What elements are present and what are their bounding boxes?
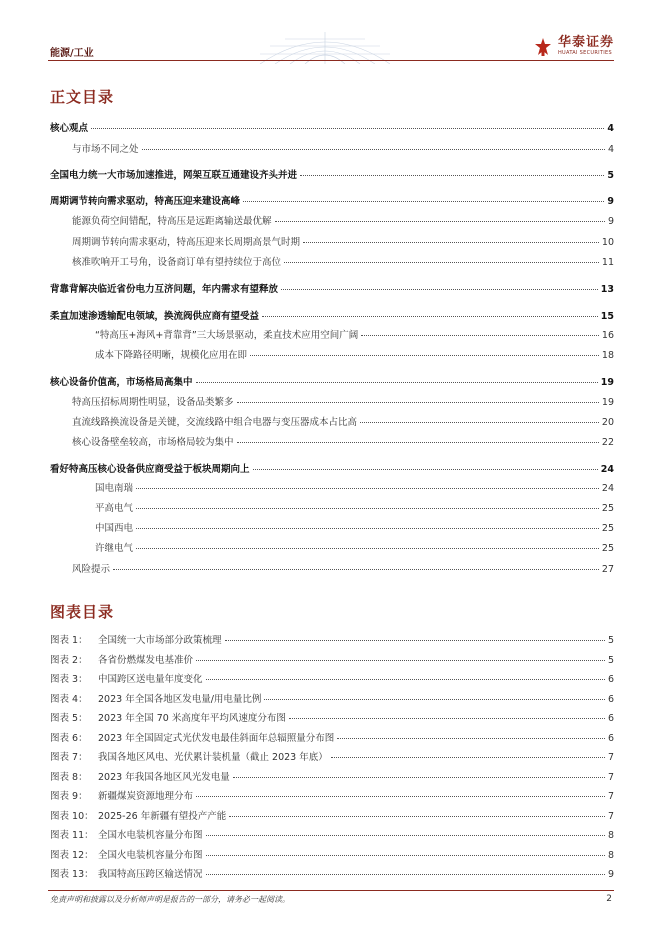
leader-dots: [136, 488, 599, 489]
figure-entry[interactable]: [50, 732, 614, 745]
figure-page: 6: [607, 693, 614, 705]
leader-dots: [331, 757, 605, 758]
figure-title: 2023 年全国各地区发电量/用电量比例: [98, 693, 262, 705]
leader-dots: [361, 335, 599, 336]
figure-page: 5: [607, 654, 614, 666]
toc-entry-text: 核心观点: [50, 123, 89, 134]
toc-entry-page: 9: [607, 196, 614, 207]
figures-title: 图表目录: [50, 603, 115, 621]
toc-entry[interactable]: [72, 563, 614, 576]
toc-entry[interactable]: [50, 169, 614, 182]
leader-dots: [206, 835, 605, 836]
huatai-logo-icon: [533, 37, 553, 57]
figure-title: 新疆煤炭资源地理分布: [98, 791, 194, 802]
toc-entry[interactable]: [50, 376, 614, 389]
figure-title: 全国水电装机容量分布图: [98, 830, 203, 841]
toc-entry-page: 5: [607, 170, 614, 181]
leader-dots: [284, 262, 599, 263]
leader-dots: [136, 508, 599, 509]
figure-page: 9: [607, 869, 614, 880]
figure-page: 6: [607, 713, 614, 724]
toc-entry-page: 16: [601, 330, 614, 341]
toc-title: 正文目录: [50, 88, 115, 106]
toc-entry[interactable]: [50, 463, 614, 476]
figure-number: 图表 7：: [50, 752, 88, 763]
toc-entry-page: 19: [600, 377, 614, 388]
toc-entry-page: 13: [600, 284, 614, 295]
figure-number: 图表 2：: [50, 654, 88, 666]
leader-dots: [303, 242, 599, 243]
leader-dots: [337, 738, 605, 739]
toc-entry[interactable]: [95, 329, 614, 342]
figure-entry[interactable]: [50, 751, 614, 764]
figure-title: 我国特高压跨区输送情况: [98, 869, 203, 880]
leader-dots: [136, 528, 599, 529]
figure-page: 7: [607, 810, 614, 822]
toc-entry-text: 中国西电: [95, 523, 134, 534]
figure-title: 全国统一大市场部分政策梳理: [98, 635, 222, 646]
figure-page: 7: [607, 791, 614, 802]
figure-entry[interactable]: [50, 693, 614, 706]
footer-disclaimer: 免责声明和披露以及分析师声明是报告的一部分，请务必一起阅读。: [50, 895, 290, 904]
page-number: 2: [606, 894, 612, 904]
logo-english-name: HUATAI SECURITIES: [557, 50, 612, 56]
toc-entry[interactable]: [72, 396, 614, 409]
leader-dots: [196, 796, 605, 797]
figure-title: 2025-26 年新疆有望投产产能: [98, 810, 227, 822]
figure-entry[interactable]: [50, 654, 614, 667]
toc-entry[interactable]: [50, 283, 614, 296]
figure-entry[interactable]: [50, 790, 614, 803]
toc-entry[interactable]: [72, 256, 614, 269]
figure-title: 2023 年全国固定式光伏发电最佳斜面年总辐照量分布图: [98, 732, 335, 744]
leader-dots: [275, 221, 605, 222]
figure-number: 图表 6：: [50, 732, 88, 744]
leader-dots: [206, 874, 605, 875]
toc-entry-page: 4: [607, 123, 614, 134]
toc-entry-text: 核心设备价值高，市场格局高集中: [50, 377, 193, 388]
figure-number: 图表 1：: [50, 635, 88, 646]
figure-title: 2023 年我国各地区风光发电量: [98, 771, 230, 783]
toc-entry-text: 风险提示: [72, 564, 111, 575]
figure-page: 8: [607, 830, 614, 841]
company-logo: [533, 36, 614, 57]
toc-entry[interactable]: [50, 195, 614, 208]
toc-entry[interactable]: [72, 143, 614, 156]
leader-dots: [253, 469, 598, 470]
figure-page: 6: [607, 732, 614, 744]
toc-entry[interactable]: [72, 416, 614, 429]
leader-dots: [237, 402, 599, 403]
leader-dots: [91, 128, 604, 129]
leader-dots: [136, 548, 599, 549]
figure-title: 各省份燃煤发电基准价: [98, 654, 194, 666]
leader-dots: [206, 855, 605, 856]
figure-title: 我国各地区风电、光伏累计装机量（截止 2023 年底）: [98, 752, 328, 763]
toc-entry[interactable]: [95, 482, 614, 495]
toc-entry[interactable]: [72, 236, 614, 249]
figure-number: 图表 5：: [50, 713, 88, 724]
toc-entry-page: 24: [600, 464, 614, 475]
toc-entry-text: 许继电气: [95, 543, 134, 554]
leader-dots: [225, 640, 605, 641]
leader-dots: [206, 679, 605, 680]
leader-dots: [196, 382, 598, 383]
toc-entry-page: 25: [601, 543, 614, 554]
toc-entry-text: 国电南瑞: [95, 483, 134, 494]
logo-chinese-name: 华泰证券: [557, 35, 614, 50]
leader-dots: [113, 569, 599, 570]
header-divider: [48, 60, 614, 61]
figure-entry[interactable]: [50, 849, 614, 862]
figure-title: 中国跨区送电量年度变化: [98, 674, 203, 685]
figure-number: 图表 3：: [50, 674, 88, 685]
footer-divider: [48, 890, 614, 891]
figure-number: 图表 12：: [50, 849, 94, 861]
figure-number: 图表 9：: [50, 791, 88, 802]
toc-entry-text: 核心设备壁垒较高，市场格局较为集中: [72, 437, 234, 448]
toc-entry[interactable]: [95, 502, 614, 515]
figure-entry[interactable]: [50, 712, 614, 725]
toc-entry-text: 看好特高压核心设备供应商受益于板块周期向上: [50, 464, 250, 475]
figure-page: 7: [607, 752, 614, 763]
toc-entry-page: 22: [601, 437, 614, 448]
leader-dots: [360, 422, 599, 423]
toc-entry-page: 25: [601, 503, 614, 514]
toc-entry-text: 平高电气: [95, 503, 134, 514]
toc-entry[interactable]: [72, 215, 614, 228]
toc-entry-page: 15: [600, 311, 614, 322]
toc-entry-text: 柔直加速渗透输配电领域，换流阀供应商有望受益: [50, 311, 260, 322]
toc-entry-page: 20: [601, 417, 614, 428]
toc-entry-text: 背靠背解决临近省份电力互济问题，年内需求有望释放: [50, 284, 279, 295]
figure-entry[interactable]: [50, 673, 614, 686]
figure-page: 5: [607, 635, 614, 646]
toc-entry[interactable]: [50, 122, 614, 135]
figure-number: 图表 10：: [50, 810, 94, 822]
leader-dots: [262, 316, 598, 317]
toc-entry[interactable]: [95, 522, 614, 535]
toc-entry-page: 25: [601, 523, 614, 534]
figure-page: 8: [607, 849, 614, 861]
toc-entry-text: 能源负荷空间错配，特高压是远距离输送最优解: [72, 216, 272, 227]
globe-decoration-icon: [250, 30, 400, 64]
toc-entry-page: 19: [601, 397, 614, 408]
figure-entry[interactable]: [50, 810, 614, 823]
figure-page: 7: [607, 771, 614, 783]
leader-dots: [289, 718, 605, 719]
toc-entry[interactable]: [95, 349, 614, 362]
leader-dots: [264, 699, 605, 700]
figure-number: 图表 13：: [50, 869, 94, 880]
figure-entry[interactable]: [50, 771, 614, 784]
figure-entry[interactable]: [50, 634, 614, 647]
figure-title: 全国火电装机容量分布图: [98, 849, 203, 861]
toc-entry-text: 特高压招标周期性明显，设备品类繁多: [72, 397, 234, 408]
leader-dots: [281, 289, 598, 290]
toc-entry-page: 4: [607, 144, 614, 155]
toc-entry-page: 27: [601, 564, 614, 575]
toc-entry-page: 9: [607, 216, 614, 227]
leader-dots: [196, 660, 605, 661]
toc-entry-page: 10: [601, 237, 614, 248]
leader-dots: [250, 355, 599, 356]
toc-entry-page: 11: [601, 257, 614, 268]
toc-entry-text: 周期调节转向需求驱动，特高压迎来长周期高景气时期: [72, 237, 301, 248]
leader-dots: [229, 816, 605, 817]
toc-entry[interactable]: [50, 310, 614, 323]
toc-entry-text: 与市场不同之处: [72, 144, 139, 155]
figure-number: 图表 8：: [50, 771, 88, 783]
toc-entry-text: 全国电力统一大市场加速推进，网架互联互通建设齐头并进: [50, 170, 298, 181]
header-category: 能源/工业: [50, 48, 94, 59]
toc-entry-text: “特高压+海风+背靠背”三大场景驱动，柔直技术应用空间广阔: [95, 330, 359, 341]
leader-dots: [300, 175, 604, 176]
figure-page: 6: [607, 674, 614, 685]
toc-entry-text: 成本下降路径明晰，规模化应用在即: [95, 350, 248, 361]
toc-entry-page: 18: [601, 350, 614, 361]
figure-number: 图表 4：: [50, 693, 88, 705]
toc-entry-text: 周期调节转向需求驱动，特高压迎来建设高峰: [50, 196, 241, 207]
leader-dots: [233, 777, 605, 778]
toc-entry-page: 24: [601, 483, 614, 494]
toc-entry-text: 核准吹响开工号角，设备商订单有望持续位于高位: [72, 257, 282, 268]
figure-entry[interactable]: [50, 868, 614, 881]
figure-entry[interactable]: [50, 829, 614, 842]
toc-entry[interactable]: [72, 436, 614, 449]
toc-entry-text: 直流线路换流设备是关键，交流线路中组合电器与变压器成本占比高: [72, 417, 358, 428]
figure-title: 2023 年全国 70 米高度年平均风速度分布图: [98, 713, 286, 724]
leader-dots: [237, 442, 599, 443]
figure-number: 图表 11：: [50, 830, 94, 841]
leader-dots: [142, 149, 605, 150]
leader-dots: [243, 201, 604, 202]
toc-entry[interactable]: [95, 542, 614, 555]
